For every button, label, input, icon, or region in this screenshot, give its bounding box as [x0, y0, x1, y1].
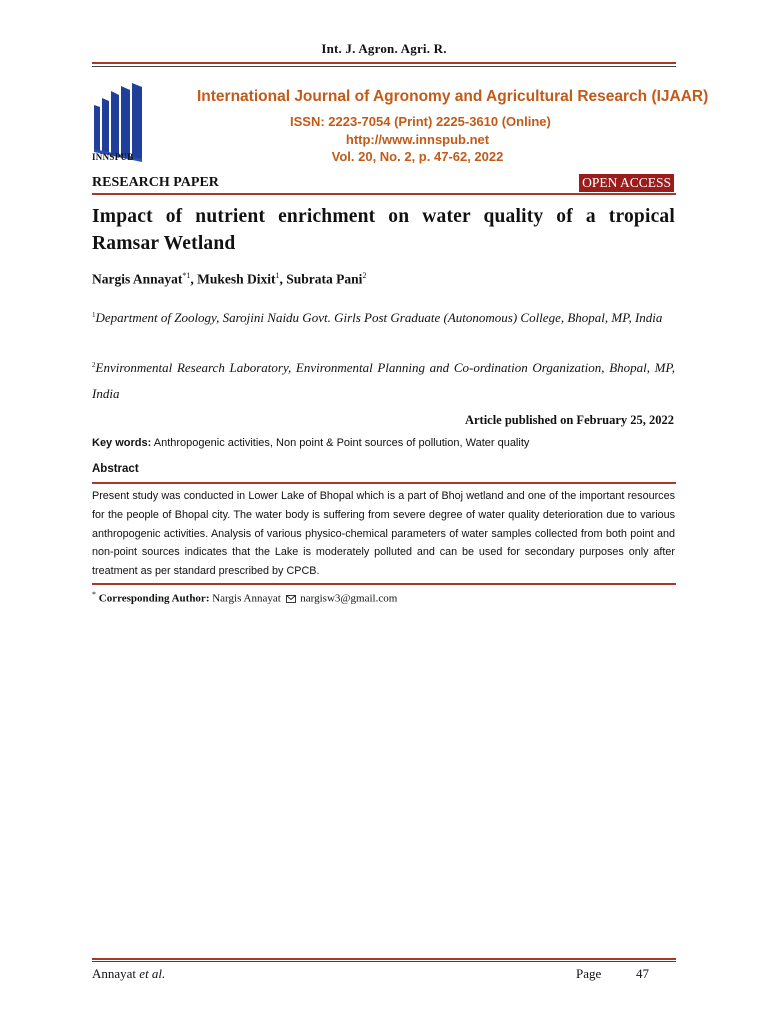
running-head: Int. J. Agron. Agri. R. [321, 41, 447, 56]
affiliation [92, 302, 675, 331]
affiliation-text: Environmental Research Laboratory, Environmental Planning and Co-ordination Organization, Bhopal, MP, India [92, 360, 675, 401]
abstract-rule-bottom [92, 583, 676, 585]
open-access-badge: OPEN ACCESS [579, 174, 674, 192]
author-separator: , [279, 271, 287, 287]
author-list [92, 271, 366, 288]
footer-etal: et al. [139, 966, 166, 981]
journal-name: International Journal of Agronomy and Agricultural Research (IJAAR) [197, 88, 709, 105]
published-date: Article published on February 25, 2022 [464, 413, 674, 427]
author-name: Nargis Annayat [92, 271, 183, 287]
abstract-body: Present study was conducted in Lower Lake of Bhopal which is a part of Bhoj wetland and one of the important resources for the people of Bhopal city. The water body is suffering from severe degree of water quality deterioration due to various anthropogenic activities. Analysis of various physico-chemical parameters of water samples collected from both point and non-point sources indicates that the Lake is moderately polluted and can be used for secondary purposes only after treatment as per standard prescribed by CPCB. [92, 490, 675, 578]
journal-volume: Vol. 20, No. 2, p. 47-62, 2022 [331, 149, 504, 164]
footer-author [92, 966, 165, 982]
mail-icon [286, 595, 296, 603]
affiliation-text: Department of Zoology, Sarojini Naidu Govt. Girls Post Graduate (Autonomous) College, Bhopal, MP, India [95, 310, 663, 325]
corresponding-name: Nargis Annayat [212, 592, 281, 605]
author-mark: *1 [182, 271, 191, 280]
affiliation-mark: 2 [92, 361, 96, 369]
corresponding-author [92, 590, 397, 605]
header-rule-bottom [92, 66, 676, 67]
author-separator: , [190, 271, 198, 287]
author-mark: 1 [275, 271, 280, 280]
keywords-label: Key words: [92, 437, 152, 449]
affiliation-mark: 1 [92, 311, 96, 319]
affiliation [92, 352, 675, 407]
paper-title: Impact of nutrient enrichment on water quality of a tropical Ramsar Wetland [92, 206, 675, 254]
abstract-rule-top [92, 482, 676, 484]
author-name: Subrata Pani [286, 271, 363, 287]
corresponding-label: Corresponding Author: [98, 592, 210, 605]
keywords-text: Anthropogenic activities, Non point & Point sources of pollution, Water quality [153, 437, 530, 449]
abstract-heading: Abstract [92, 463, 139, 475]
footer-author-name: Annayat [92, 966, 137, 981]
keywords [92, 437, 529, 449]
corresponding-email[interactable]: nargisw3@gmail.com [300, 592, 398, 605]
header-rule-top [92, 62, 676, 64]
section-label: RESEARCH PAPER [92, 175, 219, 190]
page-number: 47 [636, 966, 649, 981]
footer-rule-thin [92, 961, 676, 962]
footer-rule [92, 958, 676, 960]
author-mark: 2 [362, 271, 367, 280]
journal-issn: ISSN: 2223-7054 (Print) 2225-3610 (Online) [290, 114, 551, 129]
logo-text: INNSPUB [92, 152, 134, 162]
footer-page-label: Page [576, 966, 602, 981]
corresponding-mark: * [92, 590, 96, 599]
journal-url[interactable]: http://www.innspub.net [345, 132, 490, 147]
section-rule [92, 193, 676, 195]
author-name: Mukesh Dixit [197, 271, 276, 287]
